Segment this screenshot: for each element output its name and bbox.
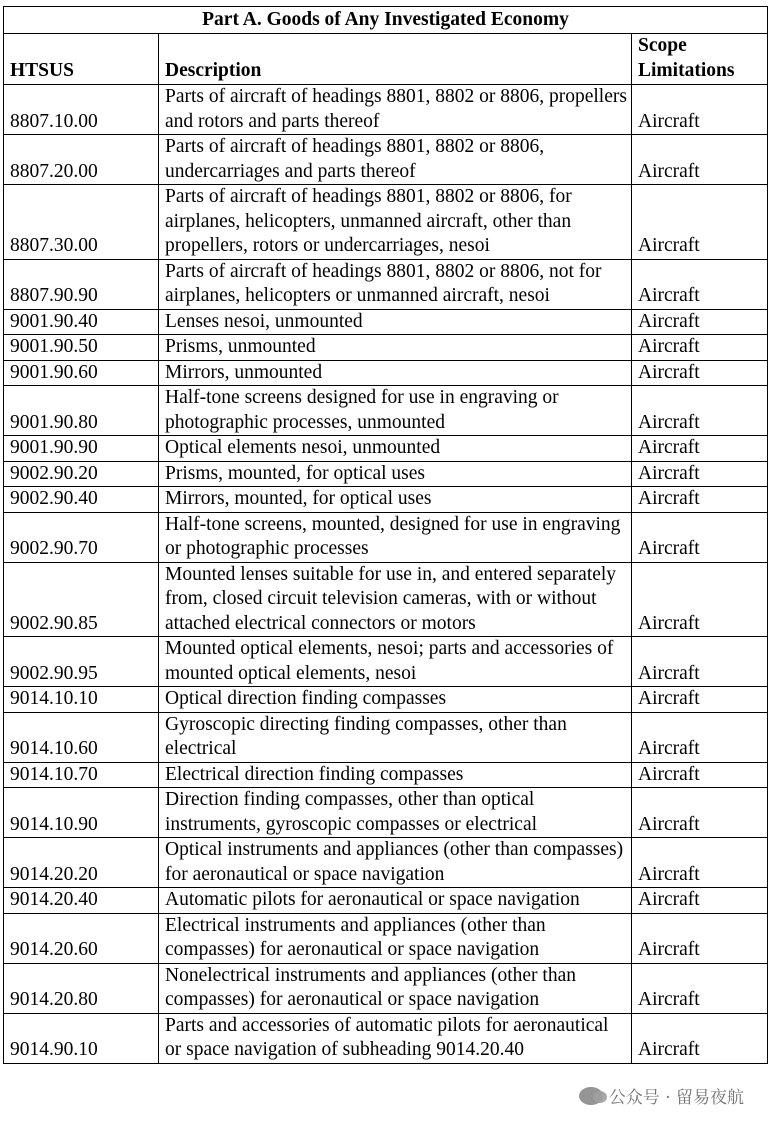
scope-cell: Aircraft <box>632 436 768 462</box>
description-cell: Parts of aircraft of headings 8801, 8802 or 8806, undercarriages and parts thereof <box>159 135 632 185</box>
table-row <box>4 185 768 260</box>
table-row <box>4 461 768 487</box>
watermark <box>575 1083 748 1108</box>
description-cell: Lenses nesoi, unmounted <box>159 309 632 335</box>
scope-cell: Aircraft <box>632 360 768 386</box>
table-row <box>4 913 768 963</box>
htsus-code-cell: 9001.90.90 <box>4 436 159 462</box>
htsus-code-cell: 9002.90.20 <box>4 461 159 487</box>
htsus-code-cell: 9001.90.60 <box>4 360 159 386</box>
scope-cell: Aircraft <box>632 386 768 436</box>
description-cell: Mirrors, unmounted <box>159 360 632 386</box>
description-cell: Parts of aircraft of headings 8801, 8802 or 8806, propellers and rotors and parts thereof <box>159 85 632 135</box>
description-cell: Direction finding compasses, other than optical instruments, gyroscopic compasses or electrical <box>159 788 632 838</box>
table-row <box>4 562 768 637</box>
htsus-code-cell: 9001.90.40 <box>4 309 159 335</box>
scope-cell: Aircraft <box>632 135 768 185</box>
htsus-code-cell: 9002.90.70 <box>4 512 159 562</box>
scope-cell: Aircraft <box>632 512 768 562</box>
htsus-code-cell: 8807.10.00 <box>4 85 159 135</box>
htsus-code-cell: 9002.90.85 <box>4 562 159 637</box>
description-cell: Optical instruments and appliances (other than compasses) for aeronautical or space navigation <box>159 838 632 888</box>
htsus-code-cell: 9014.10.10 <box>4 687 159 713</box>
htsus-code-cell: 9014.10.70 <box>4 762 159 788</box>
scope-cell: Aircraft <box>632 259 768 309</box>
description-cell: Electrical direction finding compasses <box>159 762 632 788</box>
scope-cell: Aircraft <box>632 335 768 361</box>
description-cell: Mirrors, mounted, for optical uses <box>159 487 632 513</box>
header-description: Description <box>159 34 632 85</box>
table-row <box>4 85 768 135</box>
htsus-code-cell: 9014.90.10 <box>4 1013 159 1063</box>
description-cell: Optical direction finding compasses <box>159 687 632 713</box>
table-row <box>4 637 768 687</box>
description-cell: Prisms, unmounted <box>159 335 632 361</box>
htsus-code-cell: 9002.90.40 <box>4 487 159 513</box>
table-row <box>4 309 768 335</box>
table-row <box>4 259 768 309</box>
table-row <box>4 838 768 888</box>
scope-cell: Aircraft <box>632 762 768 788</box>
scope-cell: Aircraft <box>632 888 768 914</box>
scope-cell: Aircraft <box>632 487 768 513</box>
scope-cell: Aircraft <box>632 637 768 687</box>
description-cell: Nonelectrical instruments and appliances (other than compasses) for aeronautical or space navigation <box>159 963 632 1013</box>
scope-cell: Aircraft <box>632 461 768 487</box>
table-row <box>4 360 768 386</box>
table-row <box>4 512 768 562</box>
description-cell: Optical elements nesoi, unmounted <box>159 436 632 462</box>
scope-cell: Aircraft <box>632 838 768 888</box>
table-row <box>4 788 768 838</box>
htsus-code-cell: 9014.20.60 <box>4 913 159 963</box>
table-body <box>4 85 768 1064</box>
htsus-code-cell: 9014.20.20 <box>4 838 159 888</box>
scope-cell: Aircraft <box>632 963 768 1013</box>
watermark-text: 公众号 · 留易夜航 <box>608 1088 744 1108</box>
scope-cell: Aircraft <box>632 788 768 838</box>
header-scope-limitations: Scope Limitations <box>632 34 768 85</box>
table-row <box>4 335 768 361</box>
scope-cell: Aircraft <box>632 309 768 335</box>
description-cell: Electrical instruments and appliances (other than compasses) for aeronautical or space navigation <box>159 913 632 963</box>
htsus-code-cell: 9002.90.95 <box>4 637 159 687</box>
table-row <box>4 712 768 762</box>
htsus-table <box>3 6 768 1064</box>
scope-cell: Aircraft <box>632 712 768 762</box>
description-cell: Parts and accessories of automatic pilots for aeronautical or space navigation of subheading 9014.20.40 <box>159 1013 632 1063</box>
htsus-code-cell: 9014.20.80 <box>4 963 159 1013</box>
htsus-code-cell: 9014.20.40 <box>4 888 159 914</box>
htsus-code-cell: 8807.30.00 <box>4 185 159 260</box>
table-row <box>4 963 768 1013</box>
description-cell: Half-tone screens designed for use in engraving or photographic processes, unmounted <box>159 386 632 436</box>
description-cell: Parts of aircraft of headings 8801, 8802 or 8806, not for airplanes, helicopters or unmanned aircraft, nesoi <box>159 259 632 309</box>
htsus-code-cell: 9001.90.80 <box>4 386 159 436</box>
table-title: Part A. Goods of Any Investigated Economy <box>4 7 768 34</box>
table-title-row <box>4 7 768 34</box>
description-cell: Mounted optical elements, nesoi; parts and accessories of mounted optical elements, nesoi <box>159 637 632 687</box>
description-cell: Prisms, mounted, for optical uses <box>159 461 632 487</box>
scope-cell: Aircraft <box>632 1013 768 1063</box>
table-row <box>4 762 768 788</box>
table-row <box>4 135 768 185</box>
htsus-code-cell: 9014.10.60 <box>4 712 159 762</box>
scope-cell: Aircraft <box>632 913 768 963</box>
htsus-code-cell: 8807.20.00 <box>4 135 159 185</box>
table-row <box>4 1013 768 1063</box>
table-row <box>4 487 768 513</box>
htsus-code-cell: 9014.10.90 <box>4 788 159 838</box>
description-cell: Half-tone screens, mounted, designed for use in engraving or photographic processes <box>159 512 632 562</box>
description-cell: Gyroscopic directing finding compasses, other than electrical <box>159 712 632 762</box>
description-cell: Automatic pilots for aeronautical or space navigation <box>159 888 632 914</box>
wechat-icon <box>579 1087 603 1105</box>
description-cell: Mounted lenses suitable for use in, and entered separately from, closed circuit television cameras, with or without attached electrical connectors or motors <box>159 562 632 637</box>
scope-cell: Aircraft <box>632 562 768 637</box>
scope-cell: Aircraft <box>632 85 768 135</box>
table-row <box>4 888 768 914</box>
htsus-code-cell: 9001.90.50 <box>4 335 159 361</box>
header-htsus: HTSUS <box>4 34 159 85</box>
table-row <box>4 436 768 462</box>
scope-cell: Aircraft <box>632 687 768 713</box>
table-row <box>4 386 768 436</box>
scope-cell: Aircraft <box>632 185 768 260</box>
htsus-code-cell: 8807.90.90 <box>4 259 159 309</box>
description-cell: Parts of aircraft of headings 8801, 8802 or 8806, for airplanes, helicopters, unmanned aircraft, other than propellers, rotors or undercarriages, nesoi <box>159 185 632 260</box>
table-row <box>4 687 768 713</box>
table-header-row <box>4 34 768 85</box>
